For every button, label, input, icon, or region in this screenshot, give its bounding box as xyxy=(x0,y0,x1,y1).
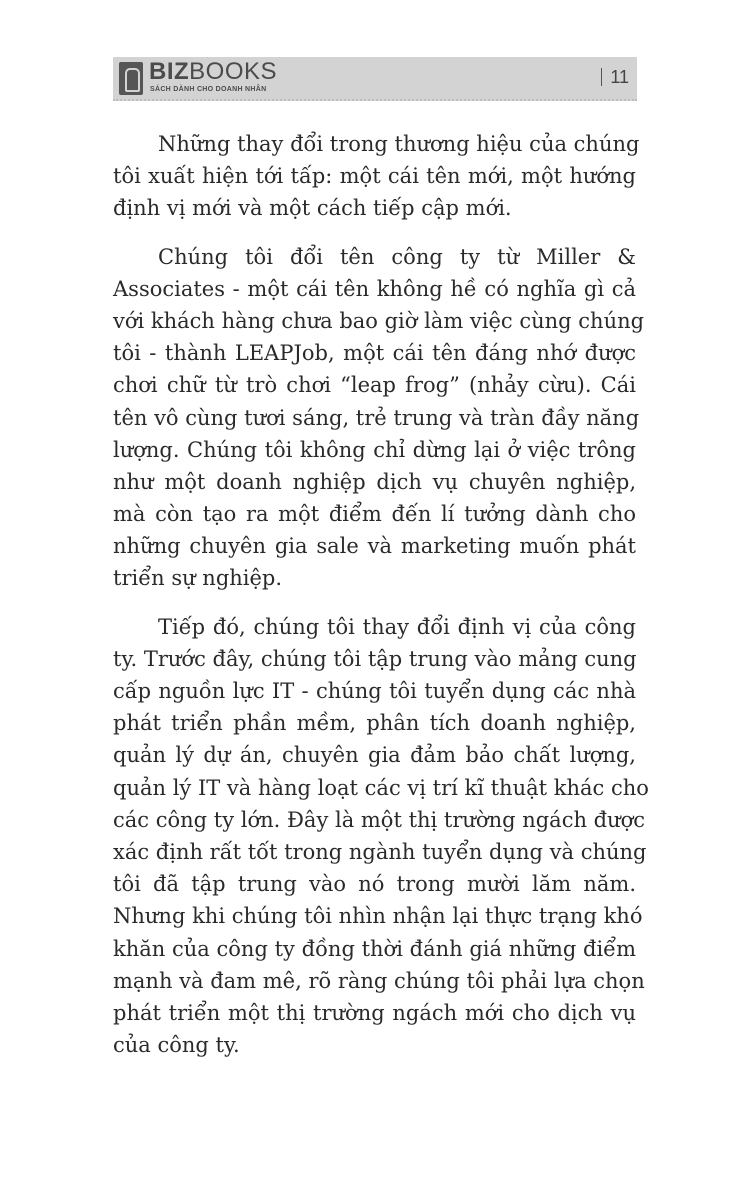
paragraph xyxy=(113,241,645,595)
text-line: tôi - thành LEAPJob, một cái tên đáng nhớ được xyxy=(113,341,636,366)
text-line: Chúng tôi đổi tên công ty từ Miller & xyxy=(158,244,636,269)
text-line: các công ty lớn. Đây là một thị trường ngách được xyxy=(113,807,646,832)
text-line: Tiếp đó, chúng tôi thay đổi định vị của công xyxy=(158,614,636,639)
text-line: phát triển một thị trường ngách mới cho dịch vụ xyxy=(113,1000,636,1025)
text-line: chơi chữ từ trò chơi “leap frog” (nhảy cừu). Cái xyxy=(113,373,636,398)
paragraph xyxy=(113,128,640,225)
page-header xyxy=(113,57,637,101)
brand-tagline: SÁCH DÀNH CHO DOANH NHÂN xyxy=(150,86,267,93)
bizbooks-logo-icon xyxy=(119,62,143,95)
brand-light: BOOKS xyxy=(189,58,278,85)
text-line: với khách hàng chưa bao giờ làm việc cùng chúng xyxy=(113,308,645,333)
text-line: của công ty. xyxy=(113,1033,240,1058)
text-line: tôi đã tập trung vào nó trong mười lăm năm. xyxy=(113,872,636,897)
text-line: triển sự nghiệp. xyxy=(113,566,283,591)
text-line: tên vô cùng tươi sáng, trẻ trung và tràn đầy năng xyxy=(113,405,640,430)
brand-name xyxy=(149,60,277,84)
text-line: khăn của công ty đồng thời đánh giá những điểm xyxy=(113,936,636,961)
text-line: tôi xuất hiện tới tấp: một cái tên mới, một hướng xyxy=(113,164,636,189)
text-line: mạnh và đam mê, rõ ràng chúng tôi phải lựa chọn xyxy=(113,968,645,993)
text-line: định vị mới và một cách tiếp cập mới. xyxy=(113,196,512,221)
brand-bold: BIZ xyxy=(149,58,190,85)
body-text xyxy=(113,128,649,1077)
paragraph xyxy=(113,611,649,1062)
text-line: Associates - một cái tên không hề có nghĩa gì cả xyxy=(113,276,636,301)
text-line: quản lý dự án, chuyên gia đảm bảo chất lượng, xyxy=(113,743,636,768)
text-line: cấp nguồn lực IT - chúng tôi tuyển dụng các nhà xyxy=(113,679,636,703)
text-line: xác định rất tốt trong ngành tuyển dụng và chúng xyxy=(113,839,647,864)
text-line: lượng. Chúng tôi không chỉ dừng lại ở việc trông xyxy=(113,437,636,462)
text-line: những chuyên gia sale và marketing muốn phát xyxy=(113,534,636,559)
text-line: ty. Trước đây, chúng tôi tập trung vào mảng cung xyxy=(113,646,637,671)
text-line: Những thay đổi trong thương hiệu của chúng xyxy=(158,132,640,156)
page-number: 11 xyxy=(601,67,629,88)
text-line: Nhưng khi chúng tôi nhìn nhận lại thực trạng khó xyxy=(113,904,643,929)
text-line: quản lý IT và hàng loạt các vị trí kĩ thuật khác cho xyxy=(113,775,649,800)
text-line: mà còn tạo ra một điểm đến lí tưởng dành cho xyxy=(113,502,636,527)
text-line: như một doanh nghiệp dịch vụ chuyên nghiệp, xyxy=(113,469,636,494)
text-line: phát triển phần mềm, phân tích doanh nghiệp, xyxy=(113,711,636,736)
